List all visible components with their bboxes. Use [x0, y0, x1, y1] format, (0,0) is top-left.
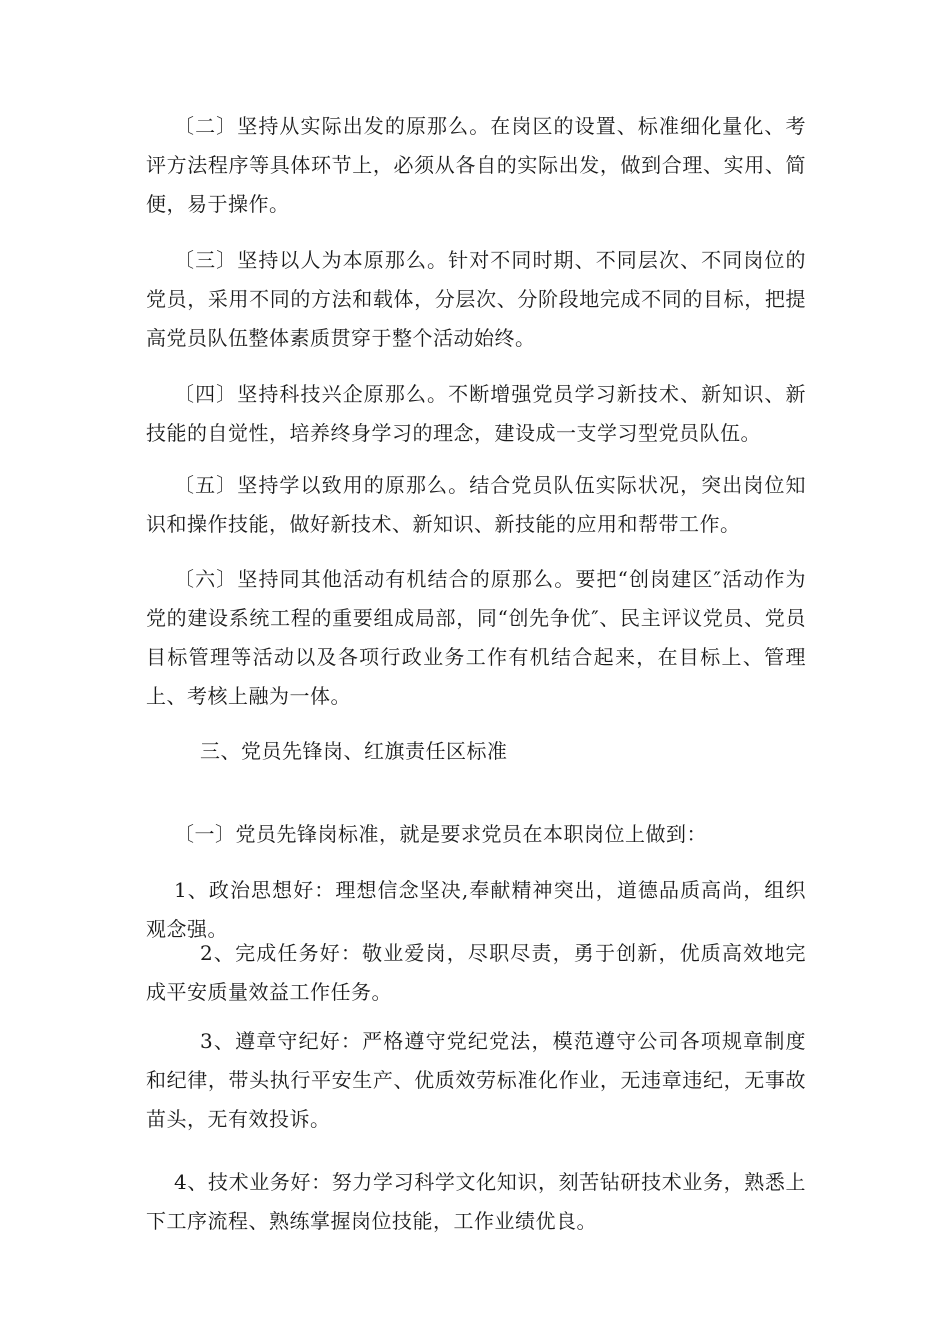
paragraph-principle-2: 〔二〕坚持从实际出发的原那么。在岗区的设置、标准细化量化、考评方法程序等具体环节上，必须从各自的实际出发，做到合理、实用、简便，易于操作。: [146, 114, 806, 216]
paragraph-principle-4: 〔四〕坚持科技兴企原那么。不断增强党员学习新技术、新知识、新技能的自觉性，培养终身学习的理念，建设成一支学习型党员队伍。: [146, 382, 806, 445]
list-item-standard-1: 1、政治思想好：理想信念坚决,奉献精神突出，道德品质高尚，组织观念强。: [146, 878, 806, 941]
paragraph-principle-3: 〔三〕坚持以人为本原那么。针对不同时期、不同层次、不同岗位的党员，采用不同的方法和载体，分层次、分阶段地完成不同的目标，把提高党员队伍整体素质贯穿于整个活动始终。: [146, 248, 806, 350]
list-item-standard-4: 4、技术业务好：努力学习科学文化知识，刻苦钻研技术业务，熟悉上下工序流程、熟练掌握岗位技能，工作业绩优良。: [146, 1170, 806, 1233]
paragraph-principle-5: 〔五〕坚持学以致用的原那么。结合党员队伍实际状况，突出岗位知识和操作技能，做好新技术、新知识、新技能的应用和帮带工作。: [146, 473, 806, 536]
list-item-standard-3: 3、遵章守纪好：严格遵守党纪党法，模范遵守公司各项规章制度和纪律，带头执行平安生产、优质效劳标准化作业，无违章违纪，无事故苗头，无有效投诉。: [146, 1029, 806, 1131]
list-item-standard-2: 2、完成任务好：敬业爱岗，尽职尽责，勇于创新，优质高效地完成平安质量效益工作任务。: [146, 941, 806, 1004]
section-heading-3: 三、党员先锋岗、红旗责任区标准: [200, 739, 508, 763]
paragraph-principle-6: 〔六〕坚持同其他活动有机结合的原那么。要把“创岗建区″活动作为党的建设系统工程的重要组成局部，同“创先争优″、民主评议党员、党员目标管理等活动以及各项行政业务工作有机结合起来，在目标上、管理上、考核上融为一体。: [146, 567, 806, 708]
subsection-heading-1: 〔一〕党员先锋岗标准，就是要求党员在本职岗位上做到：: [174, 822, 707, 846]
